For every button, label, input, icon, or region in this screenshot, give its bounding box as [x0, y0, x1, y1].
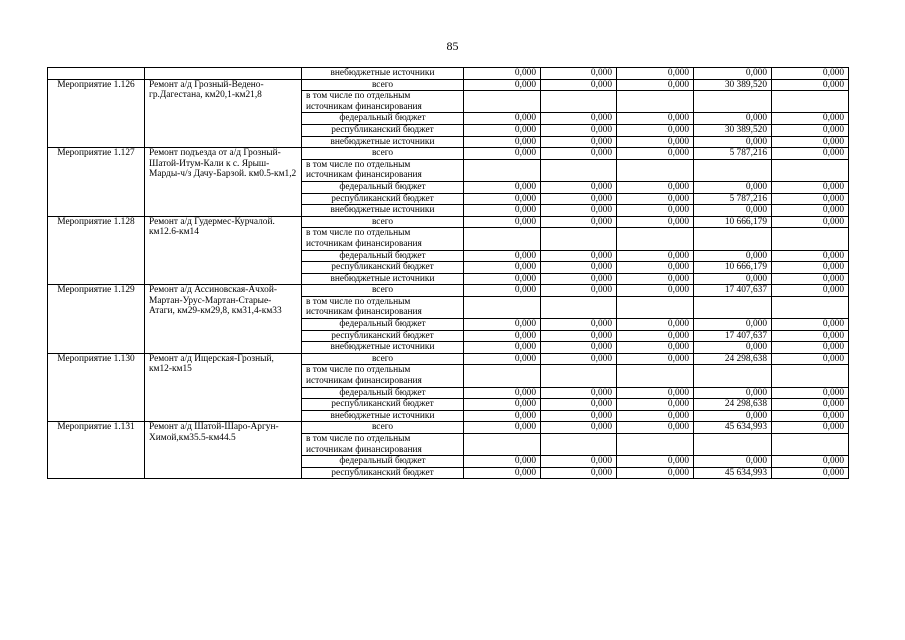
- value-cell: [772, 434, 849, 456]
- value-cell: 0,000: [772, 250, 849, 262]
- value-cell: 0,000: [617, 124, 694, 136]
- value-cell: [617, 91, 694, 113]
- value-cell: 0,000: [772, 467, 849, 479]
- funding-source-cell: федеральный бюджет: [302, 181, 464, 193]
- measure-code-cell: Мероприятие 1.127: [48, 148, 145, 217]
- value-cell: 0,000: [541, 387, 617, 399]
- value-cell: 0,000: [464, 467, 541, 479]
- value-cell: 0,000: [772, 181, 849, 193]
- value-cell: 0,000: [617, 422, 694, 434]
- value-cell: 0,000: [772, 148, 849, 160]
- value-cell: 0,000: [772, 353, 849, 365]
- value-cell: 0,000: [694, 342, 772, 354]
- value-cell: [772, 91, 849, 113]
- value-cell: [541, 159, 617, 181]
- funding-source-cell: всего: [302, 285, 464, 297]
- value-cell: [617, 228, 694, 250]
- funding-source-cell: в том числе по отдельным источникам финансирования: [302, 434, 464, 456]
- funding-source-cell: республиканский бюджет: [302, 124, 464, 136]
- table-row: [48, 68, 849, 80]
- value-cell: 0,000: [464, 216, 541, 228]
- value-cell: 0,000: [772, 285, 849, 297]
- measure-name-cell: Ремонт а/д Шатой-Шаро-Аргун-Химой,км35.5-км44.5: [145, 422, 302, 479]
- funding-source-cell: всего: [302, 353, 464, 365]
- value-cell: 0,000: [772, 193, 849, 205]
- value-cell: [617, 159, 694, 181]
- value-cell: [694, 159, 772, 181]
- value-cell: 0,000: [464, 205, 541, 217]
- value-cell: 0,000: [541, 456, 617, 468]
- value-cell: [694, 296, 772, 318]
- value-cell: [694, 228, 772, 250]
- value-cell: 0,000: [617, 148, 694, 160]
- measure-code-cell: [48, 68, 145, 80]
- value-cell: 0,000: [617, 399, 694, 411]
- value-cell: 0,000: [772, 262, 849, 274]
- measure-code-cell: Мероприятие 1.128: [48, 216, 145, 285]
- value-cell: 0,000: [772, 136, 849, 148]
- value-cell: 0,000: [617, 68, 694, 80]
- value-cell: 0,000: [772, 79, 849, 91]
- value-cell: 0,000: [464, 387, 541, 399]
- value-cell: 0,000: [464, 68, 541, 80]
- value-cell: 0,000: [464, 456, 541, 468]
- value-cell: 0,000: [772, 410, 849, 422]
- funding-source-cell: республиканский бюджет: [302, 262, 464, 274]
- table-row: [48, 285, 849, 297]
- measure-code-cell: Мероприятие 1.129: [48, 285, 145, 354]
- funding-source-cell: в том числе по отдельным источникам финансирования: [302, 159, 464, 181]
- value-cell: 5 787,216: [694, 193, 772, 205]
- value-cell: [464, 91, 541, 113]
- value-cell: 0,000: [541, 353, 617, 365]
- funding-source-cell: внебюджетные источники: [302, 410, 464, 422]
- value-cell: 5 787,216: [694, 148, 772, 160]
- funding-source-cell: республиканский бюджет: [302, 467, 464, 479]
- value-cell: 0,000: [541, 285, 617, 297]
- value-cell: [541, 365, 617, 387]
- value-cell: 0,000: [772, 422, 849, 434]
- value-cell: [694, 365, 772, 387]
- value-cell: 0,000: [617, 181, 694, 193]
- value-cell: 0,000: [694, 181, 772, 193]
- value-cell: 0,000: [541, 422, 617, 434]
- value-cell: 0,000: [541, 79, 617, 91]
- value-cell: 0,000: [617, 456, 694, 468]
- value-cell: 0,000: [541, 319, 617, 331]
- table-row: [48, 79, 849, 91]
- value-cell: 0,000: [617, 250, 694, 262]
- value-cell: 0,000: [464, 285, 541, 297]
- value-cell: [464, 434, 541, 456]
- value-cell: 0,000: [617, 330, 694, 342]
- measure-name-cell: Ремонт а/д Ассиновская-Ачхой-Мартан-Урус-Мартан-Старые-Атаги, км29-км29,8, км31,4-км33: [145, 285, 302, 354]
- measure-name-cell: Ремонт а/д Грозный-Ведено-гр.Дагестана, км20,1-км21,8: [145, 79, 302, 148]
- value-cell: 0,000: [772, 113, 849, 125]
- value-cell: 0,000: [617, 205, 694, 217]
- value-cell: 0,000: [772, 319, 849, 331]
- value-cell: [541, 228, 617, 250]
- funding-source-cell: федеральный бюджет: [302, 319, 464, 331]
- value-cell: 0,000: [617, 193, 694, 205]
- value-cell: 10 666,179: [694, 216, 772, 228]
- value-cell: 0,000: [464, 319, 541, 331]
- value-cell: 0,000: [772, 330, 849, 342]
- funding-source-cell: в том числе по отдельным источникам финансирования: [302, 228, 464, 250]
- value-cell: 0,000: [541, 399, 617, 411]
- funding-source-cell: внебюджетные источники: [302, 273, 464, 285]
- value-cell: 10 666,179: [694, 262, 772, 274]
- value-cell: 0,000: [464, 181, 541, 193]
- funding-source-cell: федеральный бюджет: [302, 456, 464, 468]
- funding-source-cell: федеральный бюджет: [302, 250, 464, 262]
- value-cell: 0,000: [772, 387, 849, 399]
- value-cell: 0,000: [541, 410, 617, 422]
- value-cell: 0,000: [694, 136, 772, 148]
- value-cell: 0,000: [772, 124, 849, 136]
- value-cell: 0,000: [464, 148, 541, 160]
- value-cell: 24 298,638: [694, 399, 772, 411]
- value-cell: 0,000: [541, 193, 617, 205]
- financing-table: [47, 67, 849, 479]
- funding-source-cell: внебюджетные источники: [302, 342, 464, 354]
- value-cell: 0,000: [694, 387, 772, 399]
- value-cell: 0,000: [464, 136, 541, 148]
- value-cell: 0,000: [694, 410, 772, 422]
- funding-source-cell: внебюджетные источники: [302, 68, 464, 80]
- value-cell: 0,000: [541, 124, 617, 136]
- value-cell: 0,000: [541, 148, 617, 160]
- value-cell: 0,000: [464, 399, 541, 411]
- funding-source-cell: всего: [302, 79, 464, 91]
- funding-source-cell: всего: [302, 148, 464, 160]
- value-cell: 0,000: [617, 136, 694, 148]
- value-cell: 0,000: [464, 273, 541, 285]
- value-cell: 0,000: [541, 216, 617, 228]
- value-cell: 0,000: [617, 467, 694, 479]
- value-cell: [617, 434, 694, 456]
- value-cell: 0,000: [617, 319, 694, 331]
- measure-code-cell: Мероприятие 1.130: [48, 353, 145, 422]
- value-cell: 0,000: [772, 399, 849, 411]
- value-cell: 0,000: [617, 273, 694, 285]
- value-cell: 0,000: [772, 216, 849, 228]
- value-cell: [541, 434, 617, 456]
- value-cell: 45 634,993: [694, 467, 772, 479]
- funding-source-cell: федеральный бюджет: [302, 113, 464, 125]
- value-cell: 0,000: [541, 330, 617, 342]
- value-cell: 0,000: [541, 250, 617, 262]
- value-cell: 0,000: [541, 205, 617, 217]
- value-cell: 0,000: [694, 273, 772, 285]
- measure-code-cell: Мероприятие 1.131: [48, 422, 145, 479]
- value-cell: 0,000: [617, 387, 694, 399]
- value-cell: [541, 296, 617, 318]
- funding-source-cell: в том числе по отдельным источникам финансирования: [302, 296, 464, 318]
- measure-code-cell: Мероприятие 1.126: [48, 79, 145, 148]
- value-cell: 0,000: [541, 262, 617, 274]
- value-cell: 0,000: [617, 342, 694, 354]
- funding-source-cell: в том числе по отдельным источникам финансирования: [302, 365, 464, 387]
- value-cell: [464, 365, 541, 387]
- value-cell: 0,000: [617, 216, 694, 228]
- value-cell: 45 634,993: [694, 422, 772, 434]
- value-cell: 17 407,637: [694, 330, 772, 342]
- value-cell: 17 407,637: [694, 285, 772, 297]
- page-number: 85: [446, 39, 459, 53]
- funding-source-cell: внебюджетные источники: [302, 136, 464, 148]
- measure-name-cell: Ремонт подъезда от а/д Грозный-Шатой-Итум-Кали к с. Ярыш-Марды-ч/з Дачу-Барзой. км0.5-км1,2: [145, 148, 302, 217]
- value-cell: 0,000: [541, 342, 617, 354]
- value-cell: 0,000: [464, 250, 541, 262]
- value-cell: [464, 159, 541, 181]
- measure-name-cell: Ремонт а/д Ищерская-Грозный, км12-км15: [145, 353, 302, 422]
- funding-source-cell: республиканский бюджет: [302, 330, 464, 342]
- value-cell: 0,000: [617, 285, 694, 297]
- funding-source-cell: республиканский бюджет: [302, 193, 464, 205]
- value-cell: [464, 296, 541, 318]
- funding-source-cell: всего: [302, 422, 464, 434]
- value-cell: 30 389,520: [694, 79, 772, 91]
- funding-source-cell: республиканский бюджет: [302, 399, 464, 411]
- value-cell: 0,000: [772, 273, 849, 285]
- value-cell: 0,000: [617, 353, 694, 365]
- measure-name-cell: [145, 68, 302, 80]
- value-cell: 0,000: [541, 113, 617, 125]
- table-row: [48, 422, 849, 434]
- value-cell: 0,000: [464, 330, 541, 342]
- value-cell: 0,000: [464, 410, 541, 422]
- value-cell: 0,000: [694, 113, 772, 125]
- table-row: [48, 148, 849, 160]
- value-cell: 0,000: [541, 68, 617, 80]
- value-cell: 0,000: [617, 262, 694, 274]
- value-cell: 0,000: [694, 319, 772, 331]
- value-cell: 30 389,520: [694, 124, 772, 136]
- value-cell: 0,000: [772, 68, 849, 80]
- funding-source-cell: внебюджетные источники: [302, 205, 464, 217]
- value-cell: 0,000: [464, 262, 541, 274]
- value-cell: [772, 228, 849, 250]
- value-cell: 0,000: [772, 342, 849, 354]
- value-cell: 0,000: [464, 124, 541, 136]
- value-cell: 0,000: [617, 113, 694, 125]
- value-cell: 0,000: [541, 181, 617, 193]
- value-cell: [464, 228, 541, 250]
- value-cell: [617, 365, 694, 387]
- value-cell: 0,000: [772, 456, 849, 468]
- table-row: [48, 353, 849, 365]
- value-cell: 0,000: [617, 79, 694, 91]
- value-cell: 0,000: [464, 422, 541, 434]
- value-cell: 0,000: [541, 467, 617, 479]
- funding-source-cell: всего: [302, 216, 464, 228]
- measure-name-cell: Ремонт а/д Гудермес-Курчалой. км12.6-км14: [145, 216, 302, 285]
- funding-source-cell: в том числе по отдельным источникам финансирования: [302, 91, 464, 113]
- value-cell: 0,000: [694, 456, 772, 468]
- table-body: [48, 68, 849, 479]
- value-cell: [617, 296, 694, 318]
- value-cell: 0,000: [694, 205, 772, 217]
- value-cell: 0,000: [541, 273, 617, 285]
- value-cell: 0,000: [464, 79, 541, 91]
- value-cell: 0,000: [694, 68, 772, 80]
- table-row: [48, 216, 849, 228]
- value-cell: 0,000: [464, 353, 541, 365]
- value-cell: [772, 365, 849, 387]
- value-cell: 0,000: [541, 136, 617, 148]
- value-cell: [694, 91, 772, 113]
- value-cell: [772, 159, 849, 181]
- value-cell: 0,000: [464, 342, 541, 354]
- value-cell: [694, 434, 772, 456]
- value-cell: 0,000: [694, 250, 772, 262]
- value-cell: 0,000: [617, 410, 694, 422]
- funding-source-cell: федеральный бюджет: [302, 387, 464, 399]
- value-cell: 0,000: [464, 113, 541, 125]
- value-cell: 0,000: [464, 193, 541, 205]
- value-cell: 24 298,638: [694, 353, 772, 365]
- value-cell: [772, 296, 849, 318]
- value-cell: 0,000: [772, 205, 849, 217]
- value-cell: [541, 91, 617, 113]
